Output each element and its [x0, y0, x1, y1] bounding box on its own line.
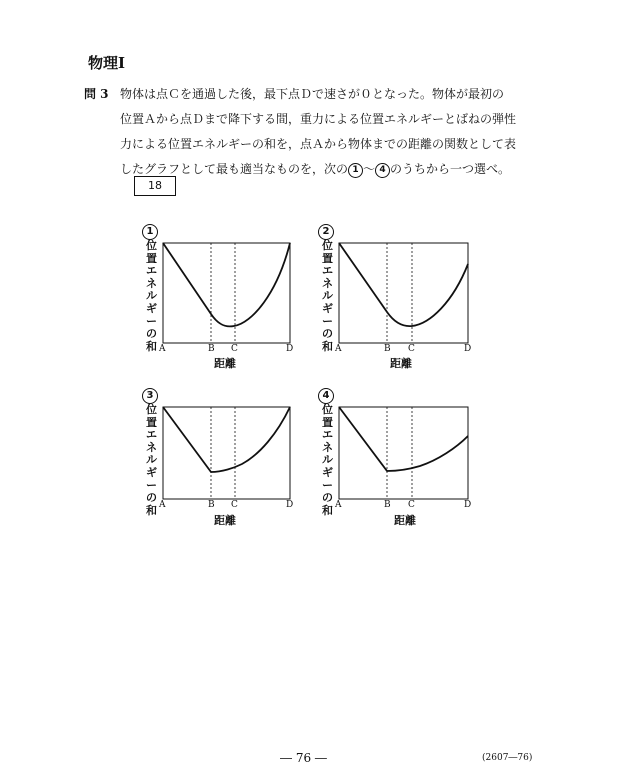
- graph-1-tick-a: A: [159, 344, 166, 354]
- graph-4-ylabel: 位置エネルギーの和: [322, 403, 333, 517]
- graph-2-tick-a: A: [335, 344, 342, 354]
- graph-option-3[interactable]: [142, 388, 312, 548]
- graph-4-xlabel: 距離: [394, 514, 416, 527]
- graph-1-xlabel: 距離: [214, 357, 236, 370]
- graph-2-tick-d: D: [464, 344, 472, 354]
- graph-1-tick-d: D: [286, 344, 294, 354]
- graph-1-curve: [163, 243, 290, 326]
- graph-1-tick-b: B: [208, 344, 215, 354]
- option-number-1: 1: [142, 224, 158, 240]
- graph-2-xlabel: 距離: [390, 357, 412, 370]
- subject-heading: 物理Ⅰ: [88, 54, 126, 72]
- graph-option-2[interactable]: [318, 224, 488, 384]
- graph-option-4[interactable]: [318, 388, 488, 548]
- answer-box[interactable]: 18: [134, 176, 176, 196]
- page-number: ― 76 ―: [280, 751, 327, 765]
- graph-2-ylabel: 位置エネルギーの和: [322, 239, 333, 353]
- graph-1-ylabel: 位置エネルギーの和: [146, 239, 157, 353]
- graph-3-axes-frame: [163, 407, 290, 499]
- graph-3-tick-b: B: [208, 500, 215, 510]
- range-separator: ～: [363, 162, 376, 176]
- question-line-1: 物体は点Ｃを通過した後，最下点Ｄで速さが０となった。物体が最初の: [120, 87, 505, 101]
- graph-4-tick-d: D: [464, 500, 472, 510]
- graph-3-ylabel: 位置エネルギーの和: [146, 403, 157, 517]
- question-line-4-end: のうちから一つ選べ。: [390, 162, 511, 176]
- graph-3-curve: [163, 407, 290, 472]
- option-number-2: 2: [318, 224, 334, 240]
- graph-1-tick-c: C: [231, 344, 238, 354]
- graph-4-tick-a: A: [335, 500, 342, 510]
- choice-first-circle: 1: [348, 163, 363, 178]
- graph-4-tick-b: B: [384, 500, 391, 510]
- question-line-4-start: したグラフとして最も適当なものを，次の: [120, 162, 349, 176]
- option-number-4: 4: [318, 388, 334, 404]
- graph-3-tick-c: C: [231, 500, 238, 510]
- graph-4-tick-c: C: [408, 500, 415, 510]
- graph-3-xlabel: 距離: [214, 514, 236, 527]
- graph-2-curve: [339, 243, 468, 326]
- choice-last-circle: 4: [375, 163, 390, 178]
- graph-4-curve: [339, 407, 468, 471]
- graph-3-tick-d: D: [286, 500, 294, 510]
- graph-2-tick-b: B: [384, 344, 391, 354]
- question-line-3: 力による位置エネルギーの和を，点Ａから物体までの距離の関数として表: [120, 137, 517, 151]
- graph-2-axes-frame: [339, 243, 468, 343]
- question-line-2: 位置Ａから点Ｄまで降下する間，重力による位置エネルギーとばねの弾性: [120, 112, 517, 126]
- question-line-4: [120, 157, 510, 182]
- question-number: 問 3: [84, 87, 109, 101]
- option-number-3: 3: [142, 388, 158, 404]
- graph-2-tick-c: C: [408, 344, 415, 354]
- document-code: (2607―76): [482, 753, 533, 763]
- graph-3-tick-a: A: [159, 500, 166, 510]
- graph-option-1[interactable]: [142, 224, 312, 384]
